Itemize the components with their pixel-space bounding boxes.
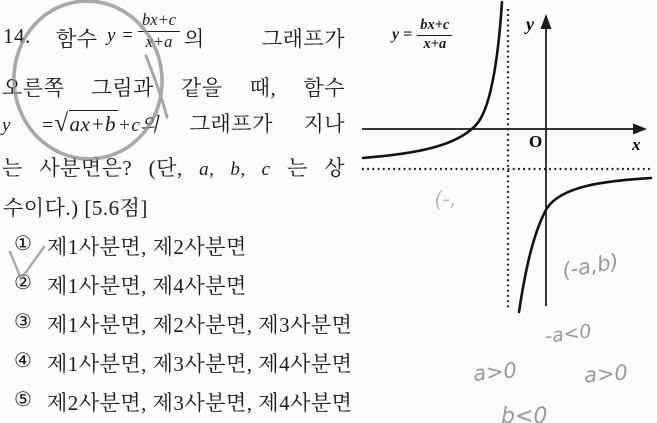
line4 [2,152,345,182]
handwritten-note-neg-a: -a<0 [543,320,593,348]
handwritten-note-a-positive-2: a>0 [583,360,629,388]
choice-1-marker: ① [14,231,32,255]
handwritten-faint-note: (-, [433,186,458,212]
line1-lead-word: 함수 [56,27,98,51]
equation2-lead: y = [2,115,55,136]
handwritten-note-a-positive-1: a>0 [472,358,518,386]
choice-3-marker: ③ [14,309,32,333]
line4-part1: 는 사분면은? (단, [2,156,183,180]
equation2 [2,112,159,136]
choice-4-text: 제1사분면, 제3사분면, 제4사분면 [47,352,353,376]
line3-word3: 지나 [303,112,346,136]
choice-4-marker: ④ [14,348,32,372]
question-number: 14. [3,24,31,48]
equation2-tail: +c의 [118,115,160,136]
choice-5-text: 제2사분면, 제3사분면, 제4사분면 [47,391,353,415]
graph-label-lead: y = [392,26,413,44]
line4-constants: a, b, c [199,159,271,180]
hyperbola-lower-right-branch [519,178,651,312]
graph-function-label [392,18,452,53]
handwritten-note-b-partial: b<0 [501,404,548,423]
equation1-denominator: x+a [145,31,173,51]
handwritten-point-label: (-a,b) [560,249,621,283]
choice-2-text: 제1사분면, 제4사분면 [47,274,247,298]
line4-part3: 는 상 [287,156,346,180]
line1-tail-word1: 의 [184,27,205,51]
equation1-lead: y = [107,25,135,46]
radical-sign: √ [54,110,69,137]
choice-3-text: 제1사분면, 제2사분면, 제3사분면 [47,313,353,337]
choice-1-text: 제1사분면, 제2사분면 [47,235,247,259]
radicand: ax+b [69,112,117,136]
line3 [2,108,345,138]
radical-expression [54,110,118,138]
y-axis-label: y [526,14,534,34]
line5-points: 수이다.) [5.6점] [3,196,148,220]
choice-5-marker: ⑤ [14,387,32,411]
line2: 오른쪽 그림과 같을 때, 함수 [2,76,345,100]
equation1-numerator: bx+c [138,11,180,32]
graph-label-numerator: bx+c [417,18,452,36]
origin-label: O [529,132,543,151]
graph-label-fraction [417,18,452,53]
equation1-fraction [138,11,180,52]
x-axis-arrowhead-icon [633,124,647,135]
line3-word2: 그래프가 [189,112,273,136]
y-axis-arrowhead-icon [541,14,552,29]
line1-tail-word2: 그래프가 [261,27,345,51]
x-axis-label: x [632,135,641,154]
line1-tail [184,23,345,53]
choice-2-marker: ② [14,270,32,294]
graph-label-denominator: x+a [423,35,447,52]
